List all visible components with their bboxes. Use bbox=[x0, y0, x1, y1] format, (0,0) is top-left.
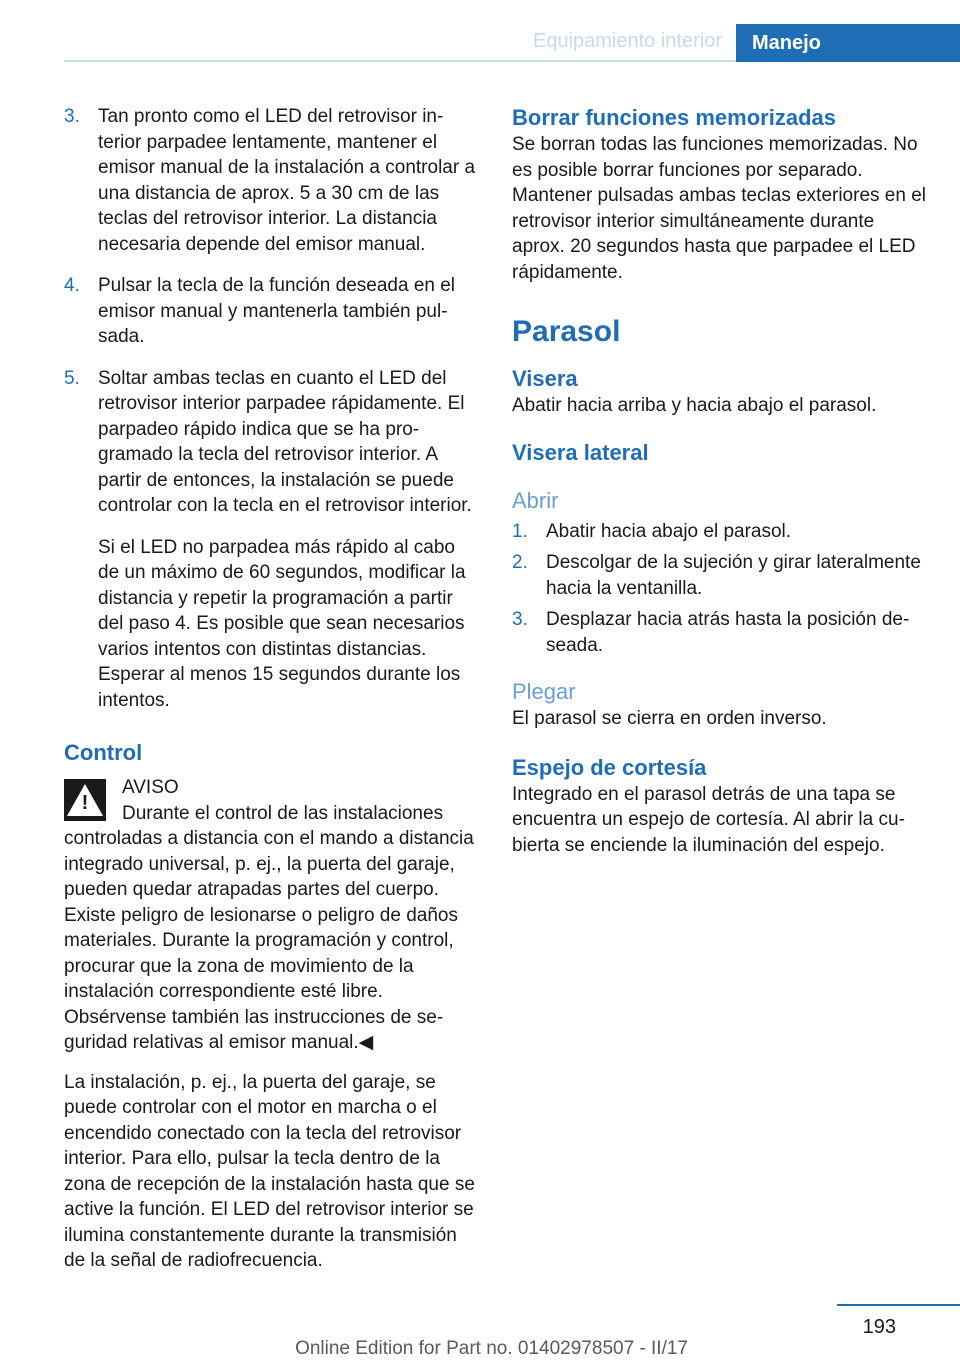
erase-text: Se borran todas las funciones memorizadas. No es posible borrar funciones por separado. Mantener pulsadas ambas teclas exteriores en el retrovisor interior simultáneamente durante aprox. 20 segundos hasta que parpadee el LED rápidamente. bbox=[512, 134, 927, 283]
warning-title: AVISO bbox=[122, 777, 179, 798]
right-column bbox=[512, 104, 930, 874]
step-text: Abatir hacia abajo el parasol. bbox=[546, 520, 792, 542]
control-heading: Control bbox=[64, 740, 143, 765]
step-text: Pulsar la tecla de la función deseada en el emisor manual y mantenerla también pulsada. bbox=[98, 275, 456, 347]
warning-icon: ! bbox=[64, 779, 106, 821]
control-text: La instalación, p. ej., la puerta del garaje, se puede controlar con el motor en marcha o el encendido conectado con la tecla del retrovisor interior. Para ello, pulsar la tecla dentro de la zona de recepción de la instalación hasta que se active la función. El LED del retrovisor interior se ilumina constantemente durante la transmisión de la señal de radiofrecuencia. bbox=[64, 1071, 475, 1271]
list-item bbox=[512, 550, 930, 601]
list-item bbox=[512, 519, 930, 545]
header-section-title: Equipamiento interior bbox=[533, 30, 722, 52]
edition-line: Online Edition for Part no. 01402978507 - II/17 bbox=[295, 1338, 688, 1359]
visera-heading: Visera bbox=[512, 366, 578, 391]
plegar-text: El parasol se cierra en orden inverso. bbox=[512, 708, 827, 729]
warning-text: controladas a distancia con el mando a distancia integrado universal, p. ej., la puerta del garaje, pueden quedar atrapadas partes del cuerpo. Existe peligro de lesionarse o peligro de daños materiales. Durante la programación y control, procurar que la zona de movimiento de la instalación correspondiente esté libre. Obsérvense también las instrucciones de seguridad relativas al emisor manual.◀ bbox=[64, 828, 474, 1053]
step-text: Tan pronto como el LED del retrovisor interior parpadee lentamente, mantener el emisor manual de la instalación a controlar a una distancia de aprox. 5 a 30 cm de las teclas del retrovisor interior. La distancia necesaria depende del emisor manual. bbox=[98, 106, 476, 255]
abrir-heading: Abrir bbox=[512, 487, 559, 513]
parasol-heading: Parasol bbox=[512, 315, 621, 348]
step-number: 1. bbox=[512, 520, 528, 542]
list-item bbox=[64, 366, 479, 714]
warning-first-line: Durante el control de las instalaciones bbox=[122, 802, 444, 824]
step-number: 3. bbox=[64, 106, 80, 127]
warning-block bbox=[64, 775, 479, 1056]
step-number: 2. bbox=[512, 552, 528, 573]
left-column bbox=[64, 104, 479, 1290]
page-footer bbox=[0, 1304, 960, 1362]
step-text: Desplazar hacia atrás hasta la posición deseada. bbox=[546, 609, 910, 656]
visera-text: Abatir hacia arriba y hacia abajo el parasol. bbox=[512, 395, 877, 416]
abrir-steps bbox=[512, 519, 930, 659]
step-number: 3. bbox=[512, 609, 528, 630]
step-text: Descolgar de la sujeción y girar lateralmente hacia la ventanilla. bbox=[546, 552, 921, 599]
step-text: Soltar ambas teclas en cuanto el LED del retrovisor interior parpadee rápidamente. El parpadeo rápido indica que se ha programado la tecla del retrovisor interior. A partir de entonces, la instalación se puede controlar con la tecla en el retrovisor interior. bbox=[98, 367, 472, 516]
header-chapter-tab: Manejo bbox=[736, 24, 960, 62]
list-item bbox=[64, 104, 479, 257]
page-header bbox=[64, 24, 960, 62]
step-note: Si el LED no parpadea más rápido al cabo de un máximo de 60 segundos, modificar la distancia y repetir la programación a partir del paso 4. Es posible que sean necesarios varios intentos con distintas distancias. Esperar al menos 15 segundos durante los intentos. bbox=[98, 536, 466, 711]
page-number: 193 bbox=[862, 1316, 896, 1338]
espejo-heading: Espejo de cortesía bbox=[512, 754, 707, 780]
erase-heading: Borrar funciones memorizadas bbox=[512, 105, 836, 130]
plegar-heading: Plegar bbox=[512, 679, 576, 704]
list-item bbox=[512, 607, 930, 658]
list-item bbox=[64, 273, 479, 350]
programming-steps bbox=[64, 104, 479, 713]
footer-rule bbox=[837, 1304, 960, 1306]
visera-lateral-heading: Visera lateral bbox=[512, 439, 649, 465]
step-number: 4. bbox=[64, 275, 80, 296]
espejo-text: Integrado en el parasol detrás de una tapa se encuentra un espejo de cortesía. Al abrir la cubierta se enciende la iluminación del espejo. bbox=[512, 783, 905, 856]
step-number: 5. bbox=[64, 367, 80, 389]
